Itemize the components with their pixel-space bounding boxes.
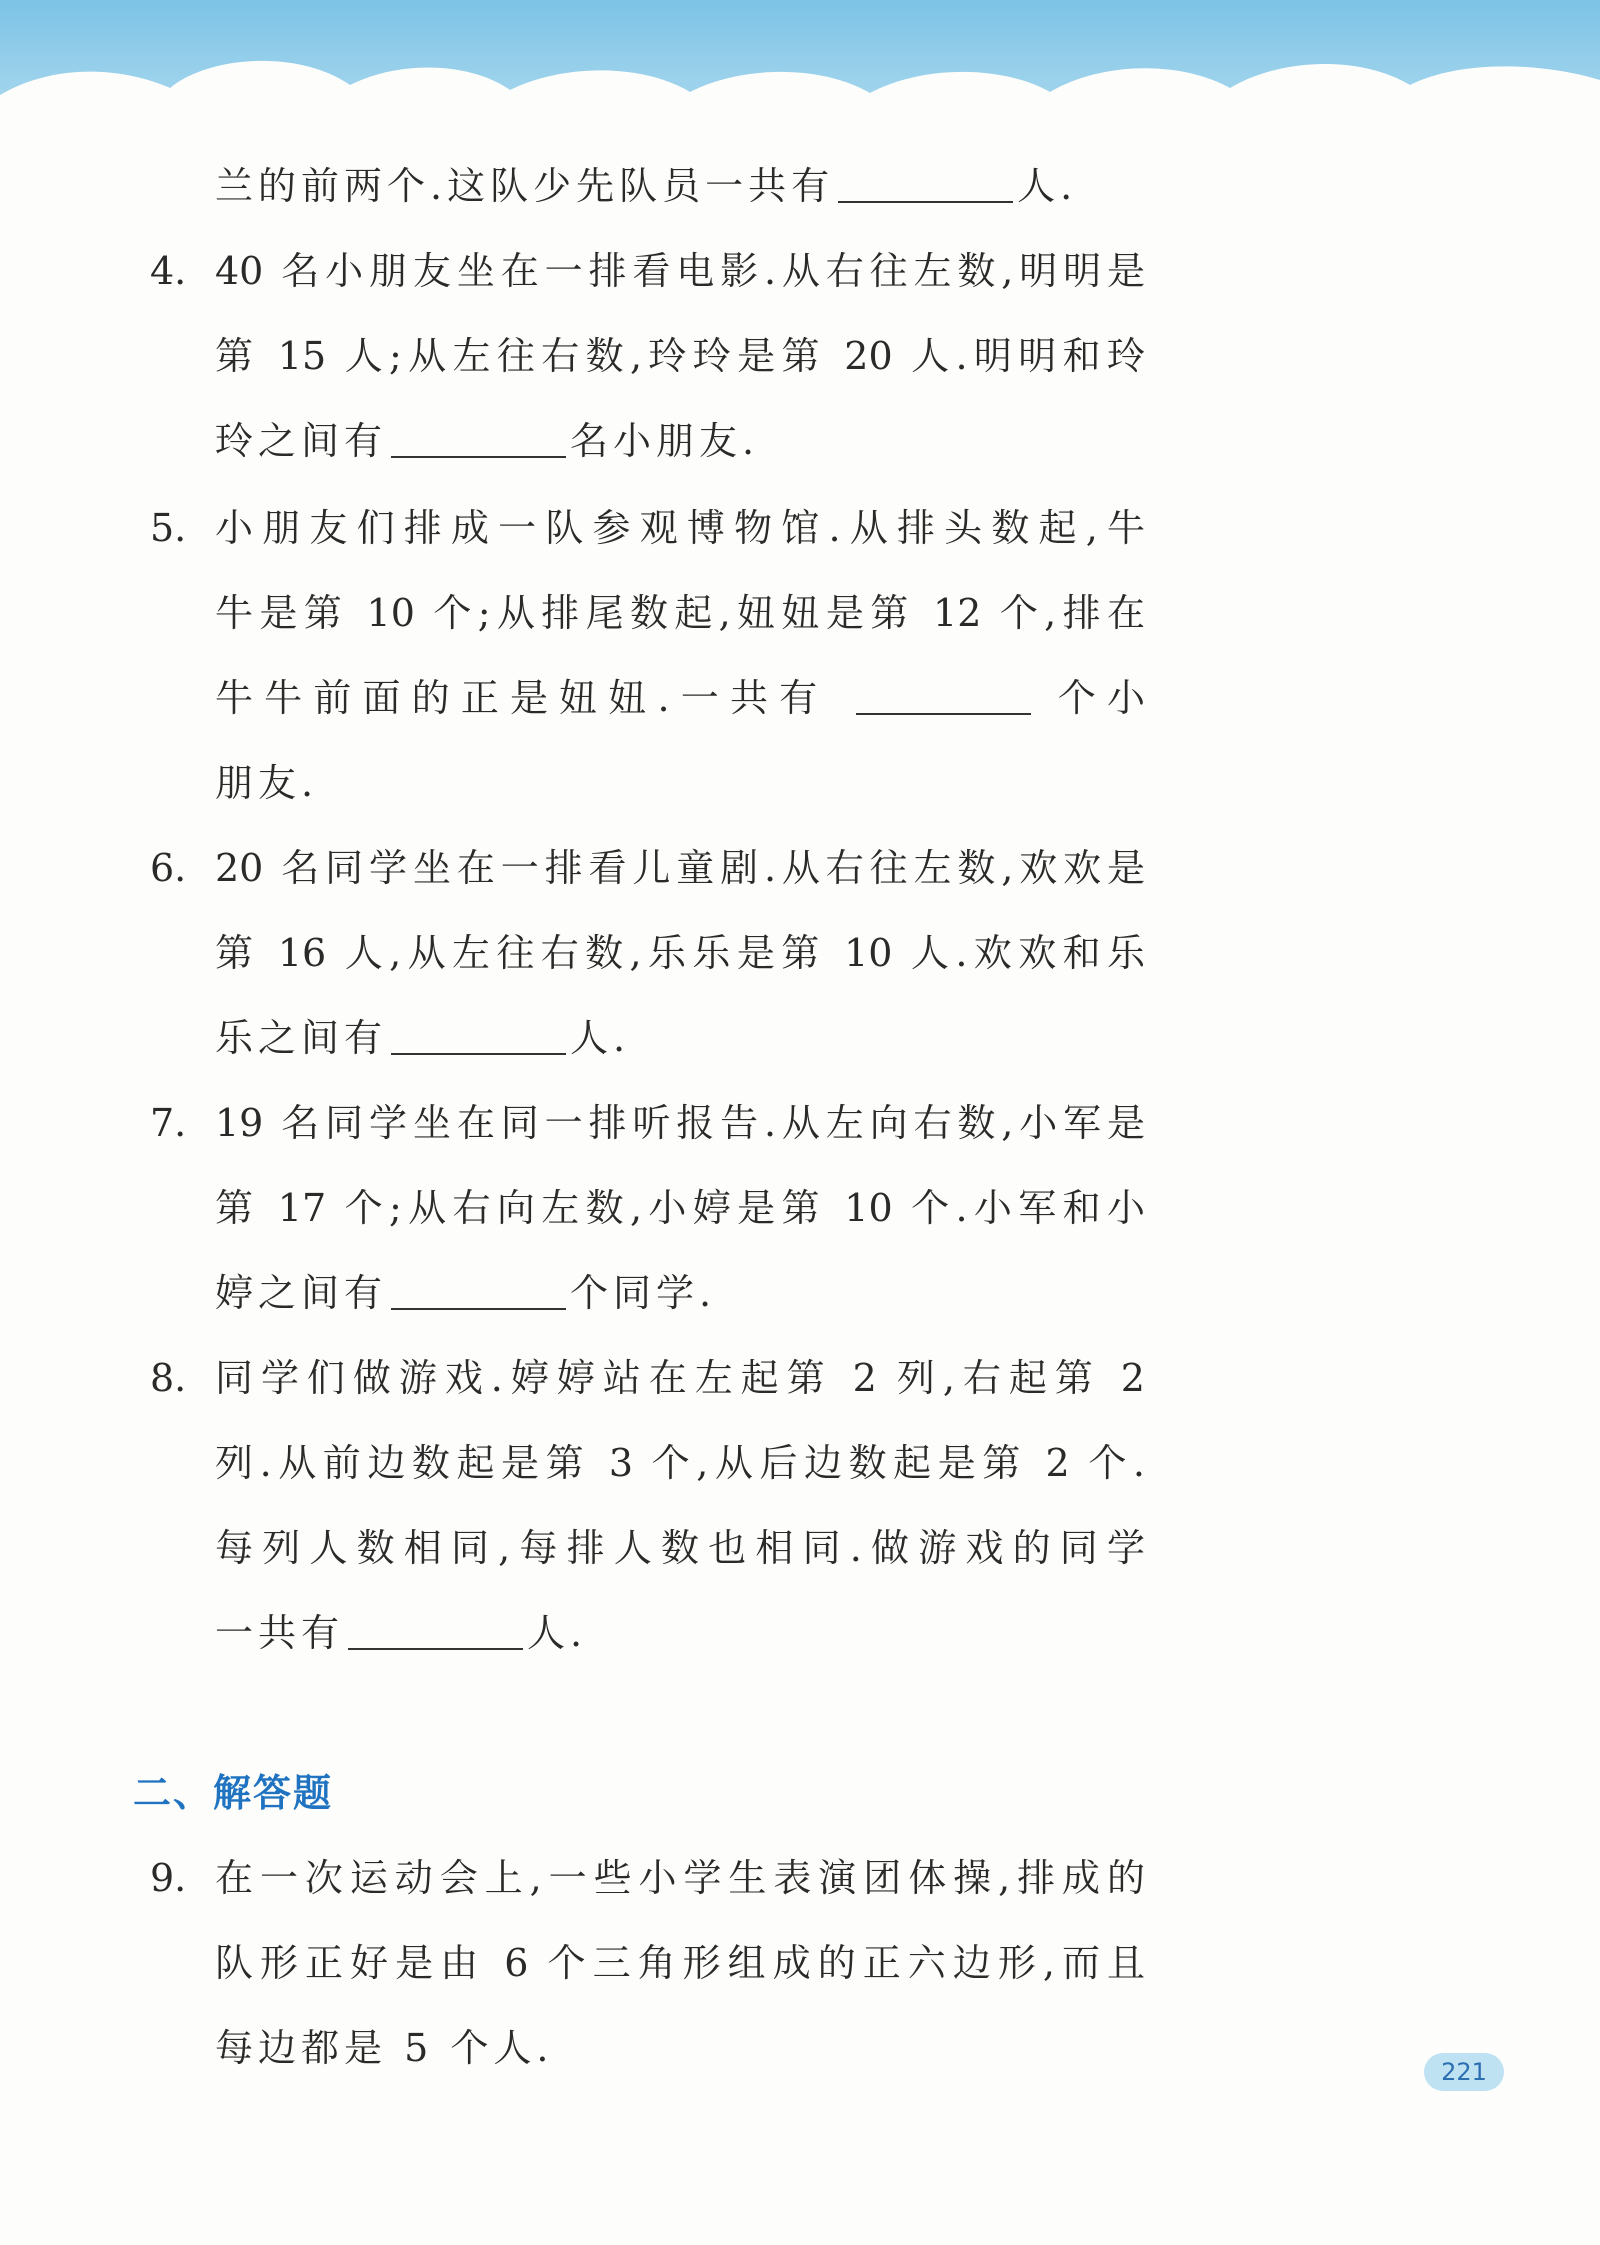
page-number-badge: 221	[1424, 2053, 1504, 2091]
answer-blank-q4[interactable]	[391, 420, 566, 458]
q7-line-3	[215, 1267, 1145, 1319]
answer-blank-q6[interactable]	[391, 1017, 566, 1055]
q5-line-2: 牛是第 10 个;从排尾数起,妞妞是第 12 个,排在	[215, 591, 1145, 635]
q7-number: 7.	[150, 1101, 187, 1145]
q5-line-4: 朋友.	[215, 761, 319, 805]
q8-line-1: 同学们做游戏.婷婷站在左起第 2 列,右起第 2	[215, 1356, 1145, 1400]
q9-line-3: 每边都是 5 个人.	[215, 2026, 554, 2070]
q5-line-3	[215, 672, 1145, 724]
q4-number: 4.	[150, 249, 187, 293]
q3-text-end: 人.	[1017, 164, 1078, 208]
q6-number: 6.	[150, 846, 187, 890]
q4-line-2: 第 15 人;从左往右数,玲玲是第 20 人.明明和玲	[215, 334, 1145, 378]
q8-line-2: 列.从前边数起是第 3 个,从后边数起是第 2 个.	[215, 1441, 1145, 1485]
q9-line-2: 队形正好是由 6 个三角形组成的正六边形,而且	[215, 1941, 1145, 1985]
answer-blank-q8[interactable]	[348, 1612, 523, 1650]
q5-line-1: 小朋友们排成一队参观博物馆.从排头数起,牛	[215, 506, 1145, 550]
q8-number: 8.	[150, 1356, 187, 1400]
q8-text-end: 人.	[527, 1611, 588, 1655]
q6-text: 乐之间有	[215, 1016, 388, 1060]
q6-line-2: 第 16 人,从左往右数,乐乐是第 10 人.欢欢和乐	[215, 931, 1145, 975]
q7-line-2: 第 17 个;从右向左数,小婷是第 10 个.小军和小	[215, 1186, 1145, 1230]
q4-line-1: 40 名小朋友坐在一排看电影.从右往左数,明明是	[215, 249, 1145, 293]
q9-number: 9.	[150, 1856, 187, 1900]
answer-blank-q7[interactable]	[391, 1272, 566, 1310]
q8-line-4	[215, 1607, 1145, 1659]
q9-line-1: 在一次运动会上,一些小学生表演团体操,排成的	[215, 1856, 1145, 1900]
answer-blank-q3[interactable]	[838, 165, 1013, 203]
sky-cloud-header	[0, 0, 1600, 150]
q4-text-end: 名小朋友.	[570, 419, 760, 463]
q4-text: 玲之间有	[215, 419, 388, 463]
answer-blank-q5[interactable]	[856, 677, 1031, 715]
q5-text: 牛牛前面的正是妞妞.一共有	[215, 676, 829, 720]
q6-text-end: 人.	[570, 1016, 631, 1060]
q7-text: 婷之间有	[215, 1271, 388, 1315]
q7-line-1: 19 名同学坐在同一排听报告.从左向右数,小军是	[215, 1101, 1145, 1145]
q5-text-end: 个小	[1057, 676, 1145, 720]
q4-line-3	[215, 415, 1145, 467]
q7-text-end: 个同学.	[570, 1271, 717, 1315]
q8-text: 一共有	[215, 1611, 345, 1655]
q5-number: 5.	[150, 506, 187, 550]
q3-continued-line	[215, 160, 1145, 212]
q6-line-3	[215, 1012, 1145, 1064]
q6-line-1: 20 名同学坐在一排看儿童剧.从右往左数,欢欢是	[215, 846, 1145, 890]
q8-line-3: 每列人数相同,每排人数也相同.做游戏的同学	[215, 1526, 1145, 1570]
section-title-answer-questions: 二、解答题	[133, 1771, 334, 1815]
q3-text: 兰的前两个.这队少先队员一共有	[215, 164, 835, 208]
